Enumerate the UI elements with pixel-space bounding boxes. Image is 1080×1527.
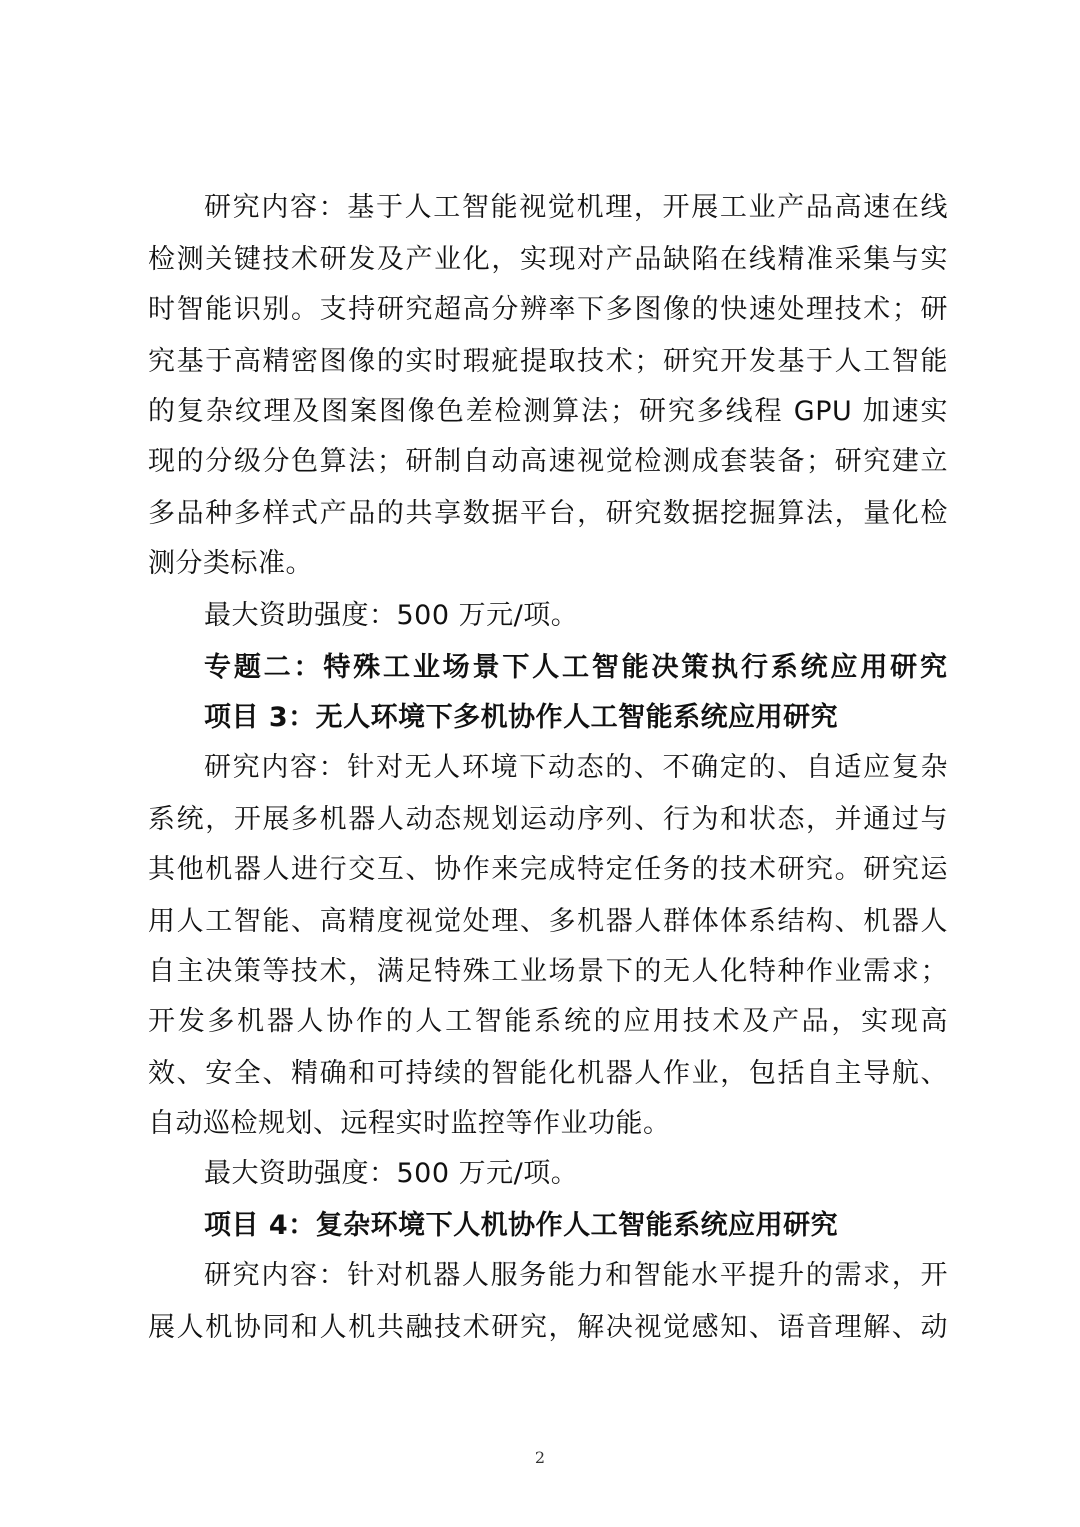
paragraph-1-line-4: 究基于高精密图像的实时瑕疵提取技术；研究开发基于人工智能 [148, 346, 948, 377]
paragraph-5-line-4: 用人工智能、高精度视觉处理、多机器人群体体系结构、机器人 [148, 906, 948, 937]
paragraph-1-line-2: 检测关键技术研发及产业化，实现对产品缺陷在线精准采集与实 [148, 244, 948, 275]
topic-heading: 专题二：特殊工业场景下人工智能决策执行系统应用研究 [204, 652, 948, 683]
paragraph-1-line-1: 研究内容：基于人工智能视觉机理，开展工业产品高速在线 [204, 192, 948, 223]
project-3-title: 项目 3：无人环境下多机协作人工智能系统应用研究 [204, 702, 839, 733]
paragraph-5-line-1: 研究内容：针对无人环境下动态的、不确定的、自适应复杂 [204, 752, 948, 783]
paragraph-5-line-5: 自主决策等技术，满足特殊工业场景下的无人化特种作业需求； [148, 956, 948, 987]
paragraph-1-line-3: 时智能识别。支持研究超高分辨率下多图像的快速处理技术；研 [148, 294, 948, 325]
paragraph-1-line-7: 多品种多样式产品的共享数据平台，研究数据挖掘算法，量化检 [148, 498, 948, 529]
page-number: 2 [534, 1448, 546, 1467]
paragraph-8-line-2: 展人机协同和人机共融技术研究，解决视觉感知、语音理解、动 [148, 1312, 948, 1343]
paragraph-5-line-6: 开发多机器人协作的人工智能系统的应用技术及产品，实现高 [148, 1006, 948, 1037]
paragraph-1-line-8: 测分类标准。 [148, 548, 313, 579]
project-4-title: 项目 4：复杂环境下人机协作人工智能系统应用研究 [204, 1210, 839, 1241]
paragraph-5-line-8: 自动巡检规划、远程实时监控等作业功能。 [148, 1108, 671, 1139]
paragraph-1-line-5: 的复杂纹理及图案图像色差检测算法；研究多线程 GPU 加速实 [148, 396, 948, 427]
max-funding-2: 最大资助强度：500 万元/项。 [204, 1158, 579, 1189]
paragraph-5-line-7: 效、安全、精确和可持续的智能化机器人作业，包括自主导航、 [148, 1058, 948, 1089]
paragraph-5-line-2: 系统，开展多机器人动态规划运动序列、行为和状态，并通过与 [148, 804, 948, 835]
paragraph-1-line-6: 现的分级分色算法；研制自动高速视觉检测成套装备；研究建立 [148, 446, 948, 477]
max-funding-1: 最大资助强度：500 万元/项。 [204, 600, 579, 631]
paragraph-5-line-3: 其他机器人进行交互、协作来完成特定任务的技术研究。研究运 [148, 854, 948, 885]
paragraph-8-line-1: 研究内容：针对机器人服务能力和智能水平提升的需求，开 [204, 1260, 948, 1291]
